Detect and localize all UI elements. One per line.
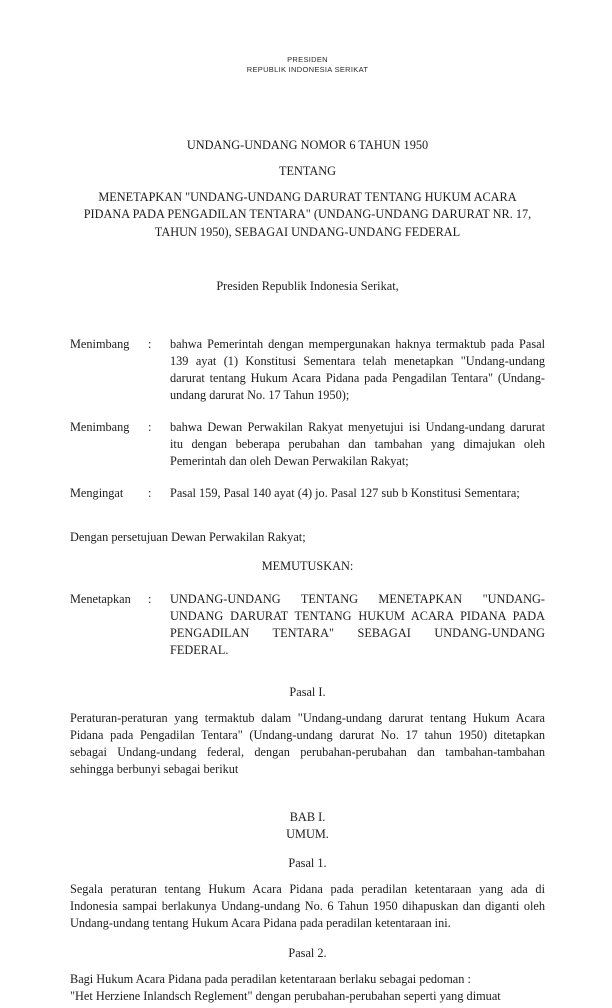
bab-i-subheading: UMUM.	[286, 826, 329, 841]
memutuskan-heading: MEMUTUSKAN:	[261, 559, 354, 574]
letterhead-republik: REPUBLIK INDONESIA SERIKAT	[246, 65, 369, 75]
agreement-line: Dengan persetujuan Dewan Perwakilan Rakyat;	[70, 529, 306, 544]
consideration-label: Mengingat	[70, 485, 124, 500]
consideration-text: bahwa Pemerintah dengan mempergunakan haknya termaktub pada Pasal 139 ayat (1) Konstitusi Sementara telah menetapkan "Undang-undang darurat tentang Hukum Acara Pidana pada Pengadilan Tentara" (Undang-undang darurat No. 17 Tahun 1950);	[170, 336, 545, 402]
letterhead-presiden: PRESIDEN	[287, 55, 328, 64]
menetapkan-label: Menetapkan	[70, 592, 131, 607]
bab-i-heading: BAB I.	[289, 810, 326, 825]
menetapkan-text: UNDANG-UNDANG TENTANG MENETAPKAN "UNDANG-UNDANG DARURAT TENTANG HUKUM ACARA PIDANA PADA PENGADILAN TENTARA" SEBAGAI UNDANG-UNDANG FEDERAL.	[170, 592, 545, 658]
menetapkan-row	[70, 591, 545, 659]
consideration-colon: :	[148, 485, 152, 500]
considerations-section	[70, 336, 545, 502]
pasal-2-body	[70, 971, 545, 1005]
pasal-2-heading: Pasal 2.	[288, 946, 327, 961]
menetapkan-colon: :	[148, 592, 152, 607]
consideration-row	[70, 485, 545, 502]
consideration-text: bahwa Dewan Perwakilan Rakyat menyetujui isi Undang-undang darurat itu dengan beberapa perubahan dan tambahan yang dimajukan oleh Pemerintah dan oleh Dewan Perwakilan Rakyat;	[170, 419, 545, 468]
title-tentang: TENTANG	[278, 164, 337, 179]
pasal-1-body: Segala peraturan tentang Hukum Acara Pidana pada peradilan ketentaraan yang ada di Indonesia sampai berlakunya Undang-undang No. 6 Tahun 1950 dihapuskan dan diganti oleh Undang-undang tentang Hukum Acara Pidana pada peradilan ketentaraan ini.	[70, 882, 545, 931]
pasal-2-line1: Bagi Hukum Acara Pidana pada peradilan ketentaraan berlaku sebagai pedoman :	[70, 972, 471, 987]
letterhead	[70, 55, 545, 75]
bab-i-block	[70, 809, 545, 842]
consideration-colon: :	[148, 336, 152, 351]
consideration-colon: :	[148, 419, 152, 434]
salutation: Presiden Republik Indonesia Serikat,	[216, 278, 399, 293]
consideration-row	[70, 419, 545, 470]
consideration-row	[70, 336, 545, 404]
pasal-i-heading: Pasal I.	[289, 685, 326, 700]
pasal-2-line2: "Het Herziene Inlandsch Reglement" dengan perubahan-perubahan seperti yang dimuat	[70, 989, 501, 1004]
consideration-label: Menimbang	[70, 419, 130, 434]
title-law-number: UNDANG-UNDANG NOMOR 6 TAHUN 1950	[186, 138, 429, 153]
consideration-text: Pasal 159, Pasal 140 ayat (4) jo. Pasal 127 sub b Konstitusi Sementara;	[170, 485, 520, 500]
pasal-i-body: Peraturan-peraturan yang termaktub dalam "Undang-undang darurat tentang Hukum Acara Pidana pada Pengadilan Tentara" (Undang-undang darurat No. 17 tahun 1950) ditetapkan sebagai Undang-undang federal, dengan perubahan-perubahan dan tambahan-tambahan sehingga berbunyi sebagai berikut	[70, 711, 545, 777]
title-subject: MENETAPKAN "UNDANG-UNDANG DARURAT TENTANG HUKUM ACARA PIDANA PADA PENGADILAN TENTARA" (UNDANG-UNDANG DARURAT NR. 17, TAHUN 1950), SEBAGAI UNDANG-UNDANG FEDERAL	[83, 190, 532, 239]
pasal-1-heading: Pasal 1.	[288, 856, 327, 871]
document-title-block	[70, 137, 545, 241]
consideration-label: Menimbang	[70, 336, 130, 351]
